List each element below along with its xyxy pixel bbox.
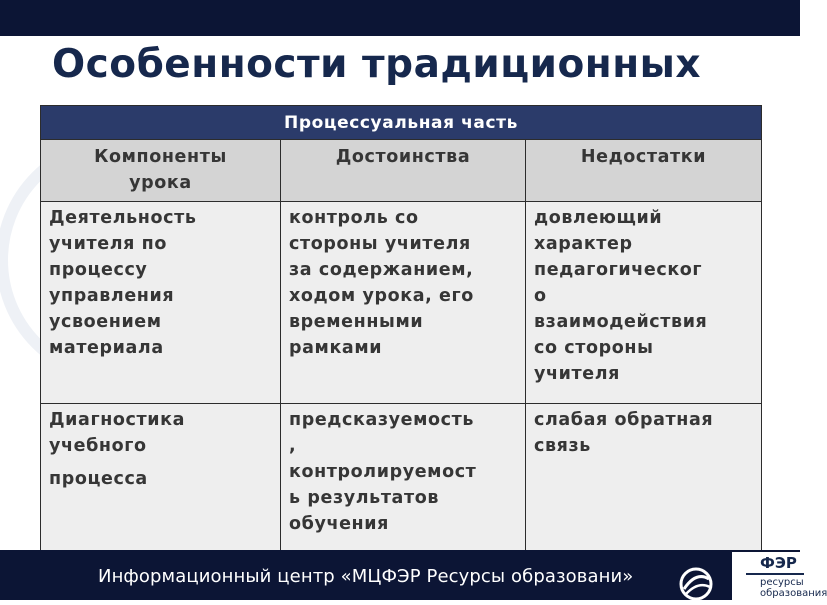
cell-advantage xyxy=(281,202,526,404)
brand-subtitle: ресурсы xyxy=(760,577,804,588)
cell-line: усвоением xyxy=(49,312,162,332)
cell-line: Диагностика xyxy=(49,410,185,430)
cell-line: предсказуемость xyxy=(289,410,475,430)
cell-line: , xyxy=(289,436,297,456)
column-header-row xyxy=(41,140,762,202)
cell-disadvantage xyxy=(526,202,762,404)
top-bar xyxy=(0,0,800,36)
cell-component xyxy=(41,202,281,404)
cell-line: со стороны xyxy=(534,338,654,358)
cell-line: взаимодействия xyxy=(534,312,708,332)
cell-line: контролируемост xyxy=(289,462,477,482)
footer-text: Информационный центр «МЦФЭР Ресурсы образовани» xyxy=(98,566,634,587)
column-header-disadvantages xyxy=(526,140,762,202)
table-header: Процессуальная часть xyxy=(41,106,762,140)
cell-line: обучения xyxy=(289,514,389,534)
table-header-row xyxy=(41,106,762,140)
cell-line: стороны учителя xyxy=(289,234,471,254)
cell-line: учителя xyxy=(534,364,620,384)
cell-line: Деятельность xyxy=(49,208,197,228)
cell-line: о xyxy=(534,286,547,306)
column-header-line: Компоненты xyxy=(94,147,227,167)
brand-name: ФЭР xyxy=(760,554,797,572)
cell-line: ходом урока, его xyxy=(289,286,474,306)
cell-line: управления xyxy=(49,286,175,306)
cell-line: связь xyxy=(534,436,591,456)
cell-line: за содержанием, xyxy=(289,260,474,280)
cell-line: учителя по xyxy=(49,234,167,254)
column-header-line: Недостатки xyxy=(580,147,707,167)
column-header-components xyxy=(41,140,281,202)
column-header-line: Достоинства xyxy=(335,147,471,167)
cell-line: слабая обратная xyxy=(534,410,714,430)
table-row xyxy=(41,202,762,404)
brand-subtitle: образования xyxy=(760,588,827,599)
cell-line: процесса xyxy=(49,469,148,489)
column-header-advantages xyxy=(281,140,526,202)
cell-line: ь результатов xyxy=(289,488,440,508)
globe-logo-icon xyxy=(676,567,716,601)
cell-line: материала xyxy=(49,338,164,358)
slide-title: Особенности традиционных xyxy=(52,42,702,87)
cell-line: контроль со xyxy=(289,208,419,228)
cell-line: характер xyxy=(534,234,633,254)
brand-divider xyxy=(746,573,804,575)
cell-line: временными xyxy=(289,312,424,332)
features-table xyxy=(40,105,762,578)
cell-line: процессу xyxy=(49,260,148,280)
cell-line: учебного xyxy=(49,436,147,456)
cell-line: довлеющий xyxy=(534,208,663,228)
cell-line: рамками xyxy=(289,338,383,358)
column-header-line: урока xyxy=(129,173,192,193)
cell-line: педагогическог xyxy=(534,260,703,280)
brand-logo xyxy=(732,552,827,600)
